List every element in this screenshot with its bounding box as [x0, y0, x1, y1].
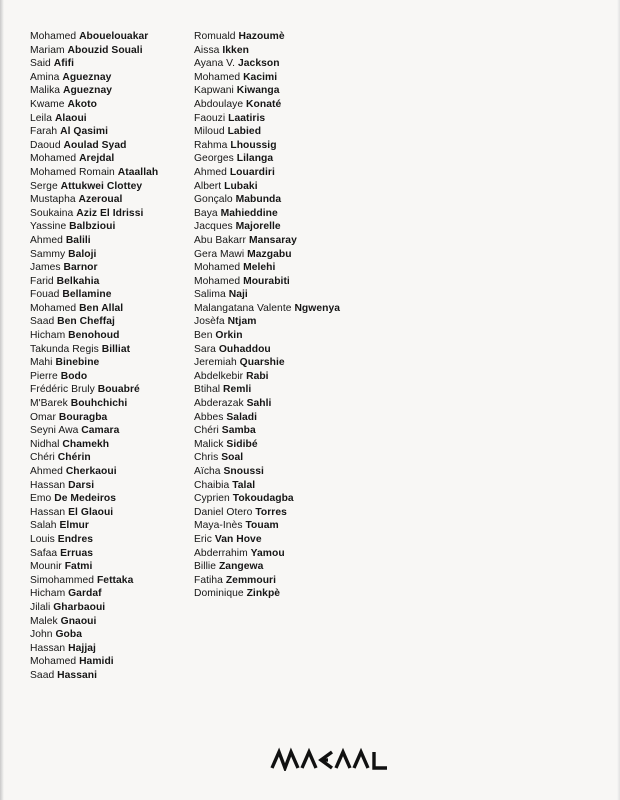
- macaal-logo: [270, 747, 394, 771]
- artist-first-name: Serge: [30, 180, 58, 192]
- artist-name: [194, 492, 340, 506]
- artist-name: [30, 438, 158, 452]
- artist-name: [30, 519, 158, 533]
- artist-last-name: Erruas: [60, 547, 94, 559]
- artist-last-name: Chamekh: [62, 438, 110, 450]
- artist-last-name: Aoulad Syad: [63, 139, 127, 151]
- artist-name: [194, 560, 340, 574]
- artist-last-name: Ouhaddou: [218, 343, 271, 355]
- artist-name: [30, 465, 158, 479]
- artist-last-name: Touam: [245, 520, 279, 532]
- artist-name: [194, 424, 340, 438]
- artist-last-name: Hazoumè: [238, 31, 285, 42]
- artist-first-name: Soukaina: [30, 207, 74, 219]
- artist-first-name: Jacques: [194, 221, 233, 233]
- artist-name: [194, 30, 340, 44]
- artist-last-name: Bouragba: [58, 411, 108, 423]
- artist-last-name: Mazgabu: [247, 248, 292, 260]
- artist-name: [194, 207, 340, 221]
- artist-last-name: Sahli: [246, 398, 272, 410]
- artist-last-name: Majorelle: [235, 221, 281, 233]
- artist-last-name: Sidibé: [226, 438, 258, 450]
- artist-first-name: Leila: [30, 112, 53, 124]
- artist-last-name: Soal: [221, 452, 244, 464]
- artist-first-name: Chéri: [194, 425, 219, 437]
- artist-name: [194, 383, 340, 397]
- artist-first-name: Maya-Inès: [194, 520, 243, 532]
- artist-last-name: Barnor: [63, 262, 98, 274]
- artist-name: [194, 180, 340, 194]
- page-edge-shadow: [0, 0, 4, 800]
- artist-last-name: Ikken: [222, 44, 249, 56]
- artist-name: [194, 166, 340, 180]
- artist-last-name: Cherkaoui: [65, 466, 117, 477]
- artist-first-name: Kapwani: [194, 85, 234, 97]
- artist-last-name: Darsi: [68, 479, 95, 491]
- artist-first-name: Abdelkebir: [194, 370, 244, 382]
- artist-last-name: Abouelouakar: [79, 31, 149, 42]
- artist-name: [194, 343, 340, 357]
- artist-name: [30, 615, 158, 629]
- artist-first-name: Aïcha: [194, 466, 221, 477]
- artist-name: [194, 370, 340, 384]
- artist-first-name: Chaibia: [194, 479, 230, 491]
- artist-name: [30, 220, 158, 234]
- artist-first-name: Yassine: [30, 221, 67, 233]
- artist-name: [30, 98, 158, 112]
- artist-first-name: Takunda Regis: [30, 343, 99, 355]
- artist-last-name: Billiat: [101, 343, 131, 355]
- artist-last-name: Afifi: [53, 58, 74, 70]
- artist-first-name: Mustapha: [30, 194, 76, 206]
- artist-name: [30, 560, 158, 574]
- artist-first-name: Ahmed: [194, 166, 227, 178]
- artist-last-name: Chérin: [57, 452, 91, 464]
- artist-first-name: Malick: [194, 438, 224, 450]
- artist-first-name: Mohamed: [194, 71, 241, 83]
- artist-last-name: Melehi: [243, 262, 276, 274]
- artist-last-name: Van Hove: [214, 533, 262, 545]
- artist-last-name: Orkin: [215, 330, 243, 342]
- artist-last-name: Yamou: [250, 547, 285, 559]
- artist-list-column-1: [30, 30, 158, 683]
- artist-last-name: Belkahia: [56, 275, 100, 287]
- artist-first-name: Malangatana Valente: [194, 302, 292, 314]
- artist-first-name: Salah: [30, 520, 57, 532]
- artist-first-name: Nidhal: [30, 438, 60, 450]
- artist-last-name: Elmur: [59, 520, 89, 532]
- artist-last-name: Attukwei Clottey: [60, 180, 143, 192]
- artist-first-name: Daoud: [30, 139, 61, 151]
- artist-first-name: Georges: [194, 153, 234, 165]
- artist-first-name: M'Barek: [30, 398, 68, 410]
- artist-name: [194, 44, 340, 58]
- artist-name: [30, 180, 158, 194]
- artist-name: [194, 329, 340, 343]
- artist-first-name: Malika: [30, 85, 61, 97]
- artist-first-name: Gonçalo: [194, 194, 233, 206]
- artist-name: [194, 302, 340, 316]
- artist-name: [30, 234, 158, 248]
- artist-last-name: Bellamine: [62, 289, 112, 301]
- artist-name: [194, 234, 340, 248]
- artist-first-name: Sammy: [30, 248, 66, 260]
- artist-first-name: Saad: [30, 669, 55, 681]
- artist-first-name: Mohamed: [30, 656, 77, 668]
- artist-last-name: Fettaka: [96, 574, 134, 586]
- artist-name: [194, 152, 340, 166]
- artist-last-name: Akoto: [67, 98, 97, 110]
- artist-name: [30, 642, 158, 656]
- artist-name: [30, 628, 158, 642]
- artist-name: [30, 397, 158, 411]
- artist-first-name: Farah: [30, 126, 58, 138]
- artist-first-name: Jeremiah: [194, 357, 237, 369]
- artist-name: [30, 329, 158, 343]
- artist-first-name: Mohamed: [194, 275, 241, 287]
- artist-last-name: Balbzioui: [69, 221, 116, 233]
- artist-first-name: Daniel Otero: [194, 506, 253, 518]
- artist-first-name: Mohamed: [30, 31, 77, 42]
- artist-first-name: Fatiha: [194, 574, 223, 586]
- artist-first-name: Omar: [30, 411, 56, 423]
- artist-last-name: Konaté: [246, 98, 282, 110]
- artist-last-name: Lubaki: [224, 180, 258, 192]
- artist-name: [30, 383, 158, 397]
- macaal-logo-icon: [270, 747, 394, 771]
- artist-last-name: Gardaf: [68, 588, 102, 600]
- artist-first-name: Faouzi: [194, 112, 226, 124]
- artist-name: [30, 356, 158, 370]
- artist-last-name: Ngwenya: [294, 302, 340, 314]
- artist-last-name: Laatiris: [228, 112, 266, 124]
- artist-last-name: Jackson: [237, 58, 280, 70]
- artist-first-name: Mariam: [30, 44, 65, 56]
- artist-first-name: Miloud: [194, 126, 225, 138]
- artist-name: [30, 275, 158, 289]
- artist-first-name: Romuald: [194, 31, 236, 42]
- artist-first-name: Hicham: [30, 330, 66, 342]
- artist-last-name: Saladi: [226, 411, 258, 423]
- artist-first-name: Hassan: [30, 479, 66, 491]
- artist-name: [194, 547, 340, 561]
- artist-first-name: Abdoulaye: [194, 98, 244, 110]
- artist-first-name: Ben: [194, 330, 213, 342]
- artist-first-name: Abbes: [194, 411, 224, 423]
- artist-name: [194, 506, 340, 520]
- artist-first-name: Ayana V.: [194, 58, 236, 70]
- artist-name: [30, 451, 158, 465]
- artist-last-name: Hajjaj: [68, 642, 96, 654]
- artist-name: [30, 343, 158, 357]
- artist-first-name: Jilali: [30, 601, 51, 613]
- artist-last-name: Balili: [65, 234, 91, 246]
- artist-first-name: Said: [30, 58, 51, 70]
- artist-first-name: Josèfa: [194, 316, 225, 328]
- artist-first-name: James: [30, 262, 61, 274]
- artist-name: [194, 315, 340, 329]
- artist-name: [194, 356, 340, 370]
- artist-name: [194, 533, 340, 547]
- artist-last-name: Goba: [55, 629, 82, 641]
- artist-first-name: Mohamed: [30, 153, 77, 165]
- artist-last-name: Mabunda: [235, 194, 282, 206]
- artist-first-name: Billie: [194, 561, 217, 573]
- artist-first-name: Chéri: [30, 452, 55, 464]
- artist-last-name: Hamidi: [79, 656, 114, 668]
- artist-last-name: Talal: [232, 479, 256, 491]
- artist-name: [30, 587, 158, 601]
- artist-first-name: Fouad: [30, 289, 60, 301]
- artist-last-name: Abouzid Souali: [67, 44, 143, 56]
- artist-name: [30, 601, 158, 615]
- artist-name: [30, 248, 158, 262]
- artist-last-name: Ataallah: [117, 166, 159, 178]
- artist-last-name: Ntjam: [227, 316, 257, 328]
- artist-first-name: Cyprien: [194, 493, 230, 505]
- artist-first-name: Eric: [194, 533, 212, 545]
- artist-first-name: Salima: [194, 289, 226, 301]
- artist-last-name: Quarshie: [239, 357, 285, 369]
- artist-list-column-2: [194, 30, 340, 601]
- artist-name: [194, 587, 340, 601]
- artist-first-name: Dominique: [194, 588, 244, 600]
- artist-first-name: Rahma: [194, 139, 228, 151]
- artist-first-name: Mahi: [30, 357, 53, 369]
- artist-name: [30, 492, 158, 506]
- artist-first-name: Kwame: [30, 98, 65, 110]
- artist-name: [30, 71, 158, 85]
- artist-last-name: Al Qasimi: [60, 126, 109, 138]
- artist-first-name: Ahmed: [30, 466, 63, 477]
- artist-last-name: Baloji: [68, 248, 97, 260]
- artist-name: [30, 315, 158, 329]
- artist-last-name: Labied: [227, 126, 262, 138]
- artist-name: [30, 370, 158, 384]
- artist-name: [30, 139, 158, 153]
- artist-name: [30, 30, 158, 44]
- artist-name: [30, 547, 158, 561]
- artist-first-name: Hassan: [30, 642, 66, 654]
- artist-name: [194, 57, 340, 71]
- artist-last-name: Bouabré: [97, 384, 140, 396]
- artist-last-name: Zangewa: [218, 561, 264, 573]
- artist-last-name: Kacimi: [243, 71, 278, 83]
- artist-name: [30, 424, 158, 438]
- artist-name: [30, 44, 158, 58]
- artist-first-name: Malek: [30, 615, 58, 627]
- artist-name: [194, 84, 340, 98]
- artist-name: [194, 411, 340, 425]
- artist-name: [194, 71, 340, 85]
- artist-first-name: Sara: [194, 343, 216, 355]
- artist-last-name: Lhoussig: [230, 139, 277, 151]
- artist-last-name: Lilanga: [236, 153, 274, 165]
- artist-last-name: Alaoui: [54, 112, 87, 124]
- artist-last-name: Mourabiti: [243, 275, 290, 287]
- artist-first-name: Mounir: [30, 561, 62, 573]
- artist-first-name: Mohamed: [194, 262, 241, 274]
- artist-last-name: Endres: [57, 533, 94, 545]
- artist-first-name: Hicham: [30, 588, 66, 600]
- artist-name: [30, 166, 158, 180]
- artist-last-name: De Medeiros: [54, 493, 117, 505]
- artist-first-name: Abu Bakarr: [194, 234, 247, 246]
- artist-first-name: Baya: [194, 207, 218, 219]
- artist-name: [30, 655, 158, 669]
- artist-last-name: Agueznay: [62, 85, 113, 97]
- artist-name: [30, 506, 158, 520]
- artist-first-name: Farid: [30, 275, 54, 287]
- artist-first-name: Mohamed: [30, 302, 77, 314]
- artist-first-name: Emo: [30, 493, 52, 505]
- artist-last-name: Arejdal: [79, 153, 115, 165]
- artist-first-name: Saad: [30, 316, 55, 328]
- artist-name: [194, 288, 340, 302]
- artist-first-name: Mohamed Romain: [30, 166, 115, 178]
- artist-name: [194, 112, 340, 126]
- artist-name: [194, 275, 340, 289]
- artist-first-name: Btihal: [194, 384, 221, 396]
- artist-first-name: Gera Mawi: [194, 248, 245, 260]
- artist-name: [194, 220, 340, 234]
- artist-name: [194, 193, 340, 207]
- artist-last-name: Zemmouri: [225, 574, 277, 586]
- artist-first-name: Safaa: [30, 547, 58, 559]
- artist-last-name: Agueznay: [62, 71, 112, 83]
- artist-last-name: Gharbaoui: [53, 601, 106, 613]
- artist-first-name: Ahmed: [30, 234, 63, 246]
- artist-name: [30, 261, 158, 275]
- artist-first-name: Seyni Awa: [30, 425, 79, 437]
- artist-name: [30, 152, 158, 166]
- artist-name: [30, 669, 158, 683]
- artist-first-name: Hassan: [30, 506, 66, 518]
- artist-first-name: Abderazak: [194, 398, 244, 410]
- artist-name: [194, 125, 340, 139]
- artist-last-name: Ben Cheffaj: [57, 316, 115, 328]
- artist-last-name: Hassani: [57, 669, 98, 681]
- artist-last-name: Aziz El Idrissi: [76, 207, 144, 219]
- artist-name: [30, 411, 158, 425]
- artist-name: [194, 261, 340, 275]
- artist-last-name: Fatmi: [64, 561, 93, 573]
- artist-name: [194, 248, 340, 262]
- artist-last-name: Rabi: [246, 370, 269, 382]
- artist-first-name: John: [30, 629, 53, 641]
- artist-first-name: Pierre: [30, 370, 58, 382]
- artist-last-name: Zinkpè: [246, 588, 281, 600]
- artist-name: [30, 288, 158, 302]
- artist-name: [30, 533, 158, 547]
- artist-name: [194, 451, 340, 465]
- artist-first-name: Amina: [30, 71, 60, 83]
- artist-last-name: Mahieddine: [220, 207, 278, 219]
- artist-first-name: Abderrahim: [194, 547, 248, 559]
- artist-name: [30, 84, 158, 98]
- artist-name: [30, 57, 158, 71]
- artist-last-name: Mansaray: [248, 234, 297, 246]
- artist-first-name: Albert: [194, 180, 222, 192]
- artist-last-name: Gnaoui: [60, 615, 97, 627]
- artist-last-name: Binebine: [55, 357, 100, 369]
- artist-name: [30, 574, 158, 588]
- artist-last-name: Bodo: [60, 370, 88, 382]
- artist-last-name: Remli: [222, 384, 252, 396]
- artist-last-name: Louardiri: [229, 166, 275, 178]
- artist-last-name: Camara: [81, 425, 120, 437]
- artist-name: [194, 397, 340, 411]
- artist-name: [194, 479, 340, 493]
- artist-last-name: Ben Allal: [79, 302, 124, 314]
- artist-name: [194, 139, 340, 153]
- artist-last-name: Samba: [221, 425, 256, 437]
- artist-name: [30, 112, 158, 126]
- artist-last-name: Tokoudagba: [232, 493, 294, 505]
- artist-last-name: Bouhchichi: [70, 398, 128, 410]
- artist-last-name: El Glaoui: [68, 506, 114, 518]
- artist-last-name: Benohoud: [68, 330, 120, 342]
- artist-name: [30, 479, 158, 493]
- artist-last-name: Kiwanga: [236, 85, 280, 97]
- artist-first-name: Frédéric Bruly: [30, 384, 95, 396]
- artist-last-name: Naji: [228, 289, 248, 301]
- artist-name: [194, 465, 340, 479]
- artist-name: [30, 302, 158, 316]
- artist-name: [30, 125, 158, 139]
- artist-first-name: Chris: [194, 452, 219, 464]
- artist-name: [194, 574, 340, 588]
- artist-name: [30, 207, 158, 221]
- artist-name: [194, 438, 340, 452]
- artist-name: [194, 519, 340, 533]
- artist-first-name: Louis: [30, 533, 55, 545]
- artist-first-name: Simohammed: [30, 574, 95, 586]
- artist-last-name: Azeroual: [78, 194, 123, 206]
- artist-name: [194, 98, 340, 112]
- artist-name: [30, 193, 158, 207]
- artist-last-name: Torres: [255, 506, 287, 518]
- artist-last-name: Snoussi: [223, 466, 264, 477]
- artist-first-name: Aissa: [194, 44, 220, 56]
